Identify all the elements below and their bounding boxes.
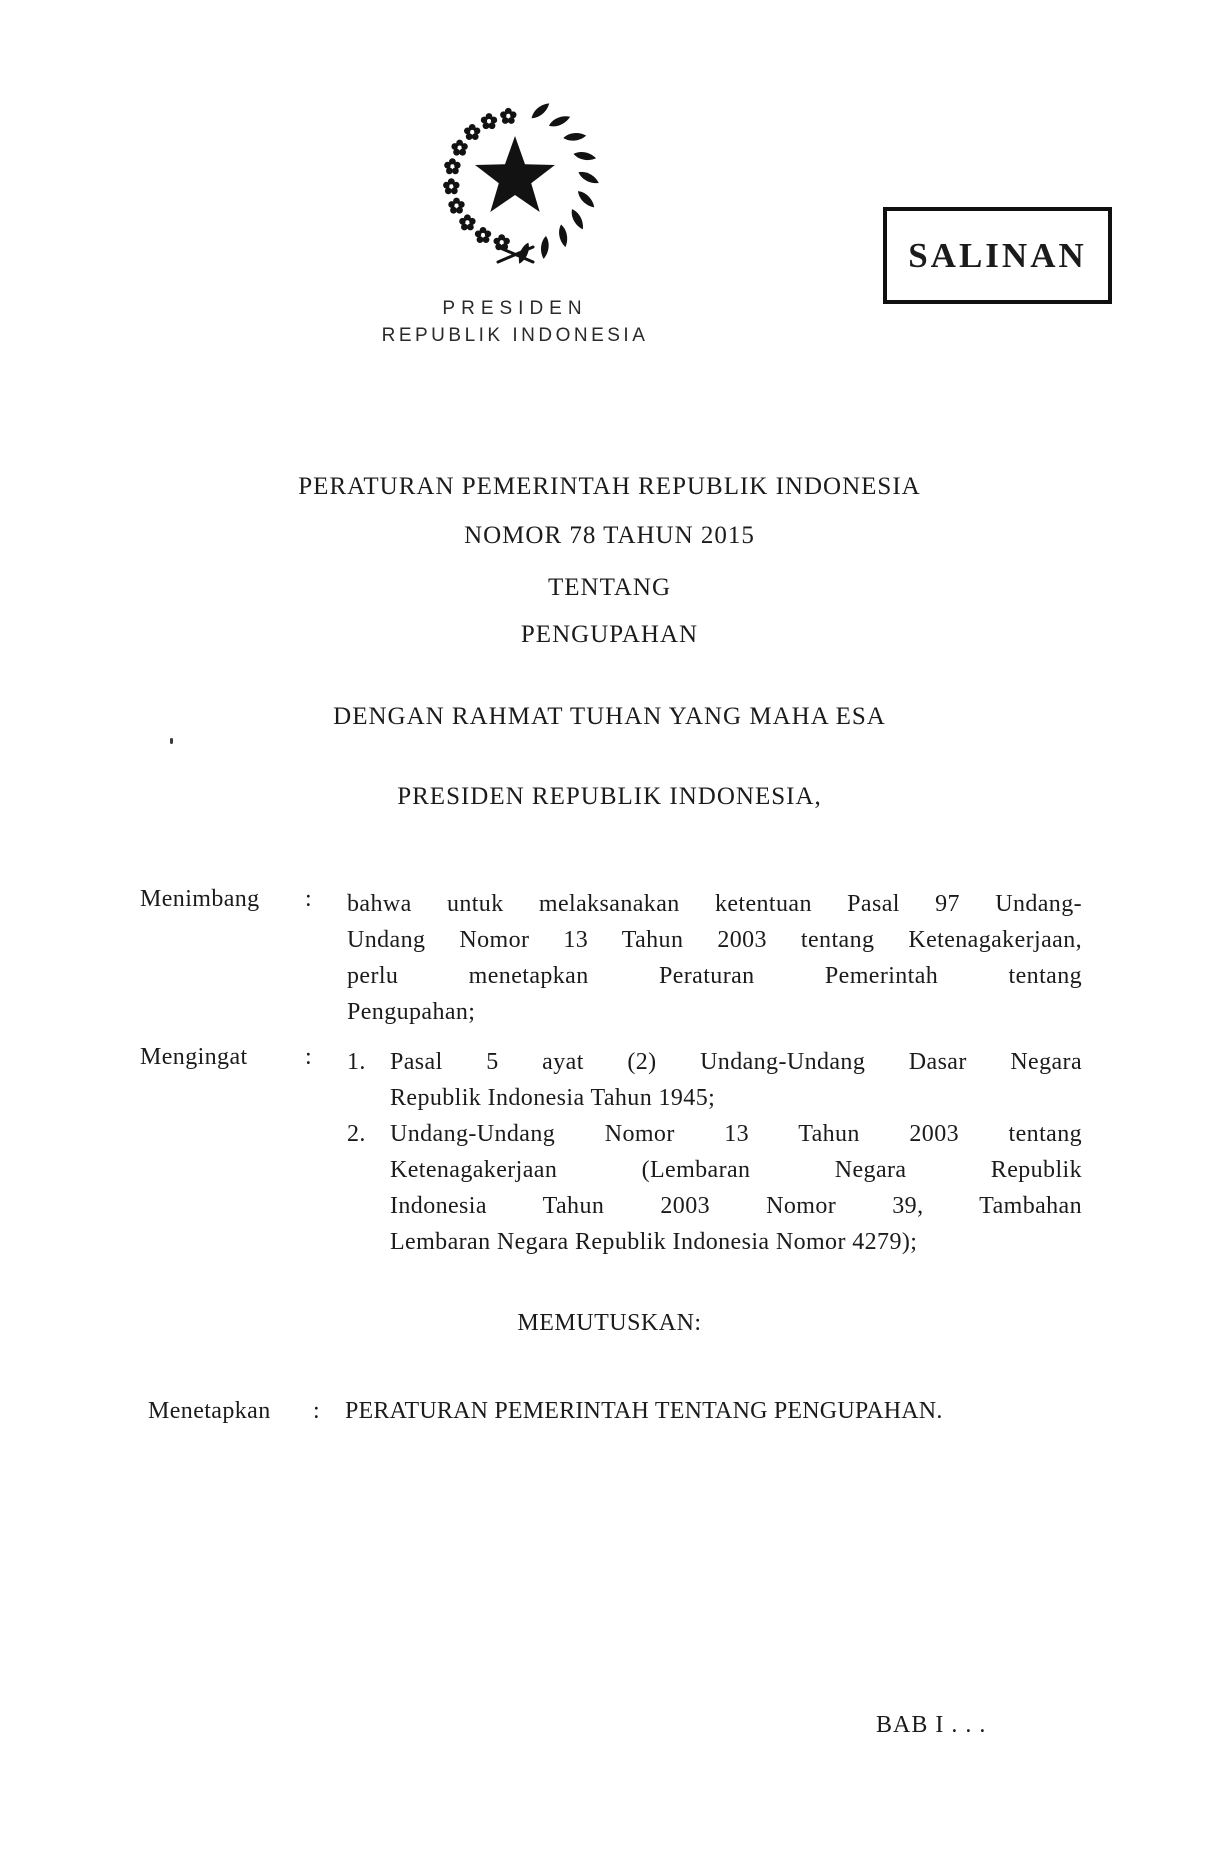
mengingat-label: Mengingat: [140, 1044, 248, 1070]
scan-artifact-dot: [170, 738, 173, 744]
menetapkan-label: Menetapkan: [148, 1398, 271, 1424]
mengingat-item-1: [347, 1044, 1082, 1116]
regulation-number-line: NOMOR 78 TAHUN 2015: [464, 522, 755, 549]
mengingat-colon: :: [305, 1044, 313, 1070]
menimbang-section: [140, 886, 1090, 1036]
memutuskan-heading: MEMUTUSKAN:: [517, 1310, 702, 1336]
menimbang-text: [347, 886, 1082, 1030]
issuer-line: PRESIDEN REPUBLIK INDONESIA,: [397, 783, 822, 810]
menetapkan-section: [0, 1398, 1219, 1438]
menimbang-colon: :: [305, 886, 313, 912]
salinan-stamp: [883, 207, 1112, 304]
menimbang-label: Menimbang: [140, 886, 260, 912]
menimbang-line: Pengupahan;: [347, 999, 476, 1025]
regulation-subject-line: PENGUPAHAN: [520, 621, 699, 648]
menimbang-line: Undang Nomor 13 Tahun 2003 tentang Ketenagakerjaan,: [347, 927, 1082, 953]
menimbang-line: bahwa untuk melaksanakan ketentuan Pasal 97 Undang-: [347, 891, 1082, 917]
item-number: 2.: [347, 1121, 366, 1147]
mengingat-items: [347, 1044, 1082, 1260]
salinan-stamp-label: SALINAN: [908, 235, 1087, 275]
regulation-tentang-line: TENTANG: [547, 574, 672, 601]
menimbang-line: perlu menetapkan Peraturan Pemerintah tentang: [347, 963, 1082, 989]
item-text: [390, 1116, 1082, 1260]
mengingat-line: Lembaran Negara Republik Indonesia Nomor 4279);: [390, 1229, 918, 1255]
letterhead-republik-indonesia: REPUBLIK INDONESIA: [381, 325, 649, 346]
letterhead: [365, 295, 665, 349]
menetapkan-text: PERATURAN PEMERINTAH TENTANG PENGUPAHAN.: [345, 1398, 943, 1424]
letterhead-presiden: PRESIDEN: [442, 298, 588, 319]
star-wreath-icon: [430, 98, 600, 273]
invocation-line: DENGAN RAHMAT TUHAN YANG MAHA ESA: [333, 703, 886, 730]
mengingat-line: Pasal 5 ayat (2) Undang-Undang Dasar Negara: [390, 1049, 1082, 1075]
item-text: [390, 1044, 1082, 1116]
item-number: 1.: [347, 1049, 366, 1075]
mengingat-line: Republik Indonesia Tahun 1945;: [390, 1085, 716, 1111]
mengingat-line: Ketenagakerjaan (Lembaran Negara Republik: [390, 1157, 1082, 1183]
mengingat-line: Indonesia Tahun 2003 Nomor 39, Tambahan: [390, 1193, 1082, 1219]
presidential-emblem: [430, 98, 600, 273]
mengingat-line: Undang-Undang Nomor 13 Tahun 2003 tentang: [390, 1121, 1082, 1147]
mengingat-item-2: [347, 1116, 1082, 1260]
regulation-title-line1: PERATURAN PEMERINTAH REPUBLIK INDONESIA: [298, 473, 921, 500]
catchword-bab-i: BAB I . . .: [876, 1712, 987, 1738]
menetapkan-colon: :: [313, 1398, 321, 1424]
mengingat-section: [140, 1044, 1090, 1274]
